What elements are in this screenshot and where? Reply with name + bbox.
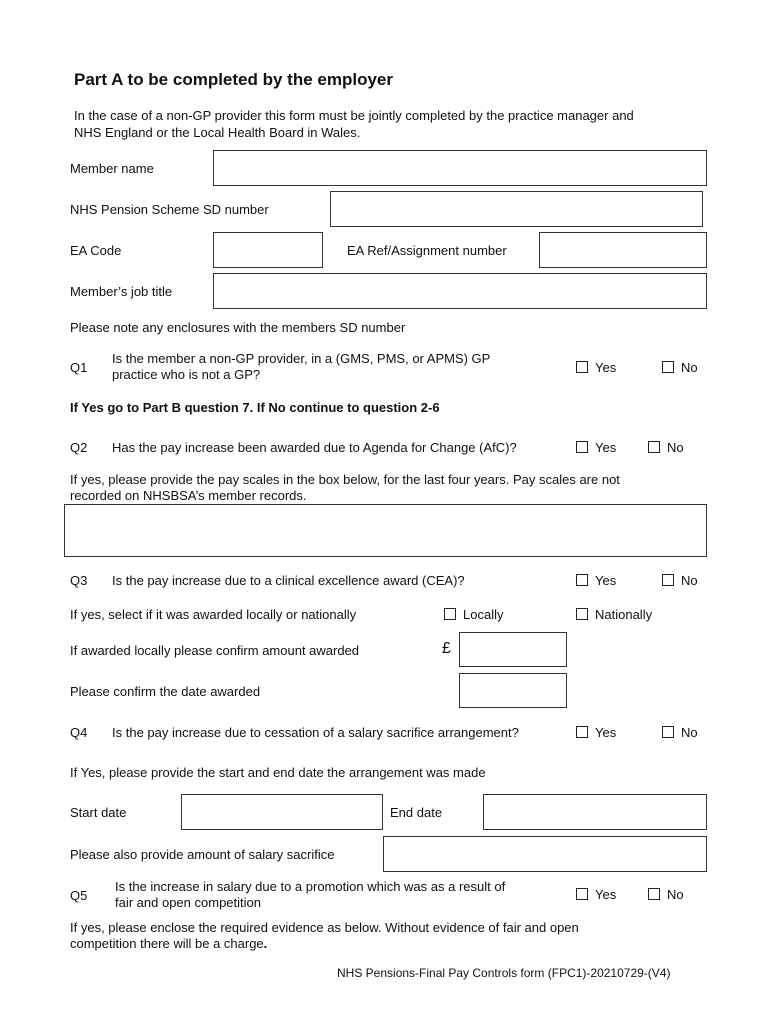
q2-no-checkbox[interactable] [648,441,660,453]
start-date-field[interactable] [181,794,383,830]
q3-yes-checkbox[interactable] [576,574,588,586]
page-title: Part A to be completed by the employer [74,70,393,89]
start-date-label: Start date [70,805,127,820]
q2-yes-label: Yes [595,440,617,455]
q3-yes-label: Yes [595,573,617,588]
q5-note-line-2 [70,936,267,951]
q5-yes-label: Yes [595,887,617,902]
q4-no-label: No [681,725,698,740]
sd-number-label: NHS Pension Scheme SD number [70,202,269,217]
ea-code-field[interactable] [213,232,323,268]
q2-no-label: No [667,440,684,455]
q1-no-label: No [681,360,698,375]
q2-yes-checkbox[interactable] [576,441,588,453]
q4-note: If Yes, please provide the start and end date the arrangement was made [70,765,486,780]
q3-award-label: If yes, select if it was awarded locally or nationally [70,607,357,622]
q5-text-line-1: Is the increase in salary due to a promotion which was as a result of [115,879,506,894]
q3-number: Q3 [70,573,88,588]
ea-ref-label: EA Ref/Assignment number [347,243,507,258]
q1-instruction: If Yes go to Part B question 7. If No continue to question 2-6 [70,400,440,415]
q1-no-checkbox[interactable] [662,361,674,373]
q1-yes-label: Yes [595,360,617,375]
q1-text-line-2: practice who is not a GP? [112,367,261,382]
q2-note-line-1: If yes, please provide the pay scales in the box below, for the last four years. Pay scales are not [70,472,620,487]
salary-sacrifice-label: Please also provide amount of salary sacrifice [70,847,335,862]
q5-text-line-2: fair and open competition [115,895,261,910]
sd-number-field[interactable] [330,191,703,227]
q4-number: Q4 [70,725,88,740]
q2-note-line-2: recorded on NHSBSA’s member records. [70,488,307,503]
ea-code-label: EA Code [70,243,122,258]
ea-ref-field[interactable] [539,232,707,268]
q1-number: Q1 [70,360,88,375]
q5-note-line-1: If yes, please enclose the required evidence as below. Without evidence of fair and open [70,920,579,935]
q3-locally-checkbox[interactable] [444,608,456,620]
salary-sacrifice-field[interactable] [383,836,707,872]
job-title-field[interactable] [213,273,707,309]
q3-date-label: Please confirm the date awarded [70,684,261,699]
q4-no-checkbox[interactable] [662,726,674,738]
q4-yes-checkbox[interactable] [576,726,588,738]
pay-scales-field[interactable] [64,504,707,557]
q3-no-checkbox[interactable] [662,574,674,586]
end-date-label: End date [390,805,443,820]
currency-symbol: £ [442,640,451,657]
intro-line-1: In the case of a non-GP provider this form must be jointly completed by the practice manager and [74,108,634,123]
member-name-label: Member name [70,161,154,176]
q5-yes-checkbox[interactable] [576,888,588,900]
enclosures-note: Please note any enclosures with the members SD number [70,320,406,335]
q3-no-label: No [681,573,698,588]
q5-number: Q5 [70,888,88,903]
q4-text: Is the pay increase due to cessation of a salary sacrifice arrangement? [112,725,519,740]
q5-note-period: . [263,936,268,951]
q1-text-line-1: Is the member a non-GP provider, in a (GMS, PMS, or APMS) GP [112,351,491,366]
q3-nationally-label: Nationally [595,607,653,622]
intro-line-2: NHS England or the Local Health Board in Wales. [74,125,361,140]
q3-text: Is the pay increase due to a clinical excellence award (CEA)? [112,573,465,588]
q5-note-line-2-text: competition there will be a charge [70,936,264,951]
q3-locally-label: Locally [463,607,504,622]
member-name-field[interactable] [213,150,707,186]
q5-no-label: No [667,887,684,902]
q3-date-field[interactable] [459,673,567,708]
q2-number: Q2 [70,440,88,455]
q5-no-checkbox[interactable] [648,888,660,900]
q3-nationally-checkbox[interactable] [576,608,588,620]
job-title-label: Member’s job title [70,284,173,299]
q1-yes-checkbox[interactable] [576,361,588,373]
end-date-field[interactable] [483,794,707,830]
q3-amount-label: If awarded locally please confirm amount awarded [70,643,360,658]
form-footer: NHS Pensions-Final Pay Controls form (FPC1)-20210729-(V4) [337,966,671,980]
q4-yes-label: Yes [595,725,617,740]
q3-amount-field[interactable] [459,632,567,667]
q2-text: Has the pay increase been awarded due to Agenda for Change (AfC)? [112,440,517,455]
